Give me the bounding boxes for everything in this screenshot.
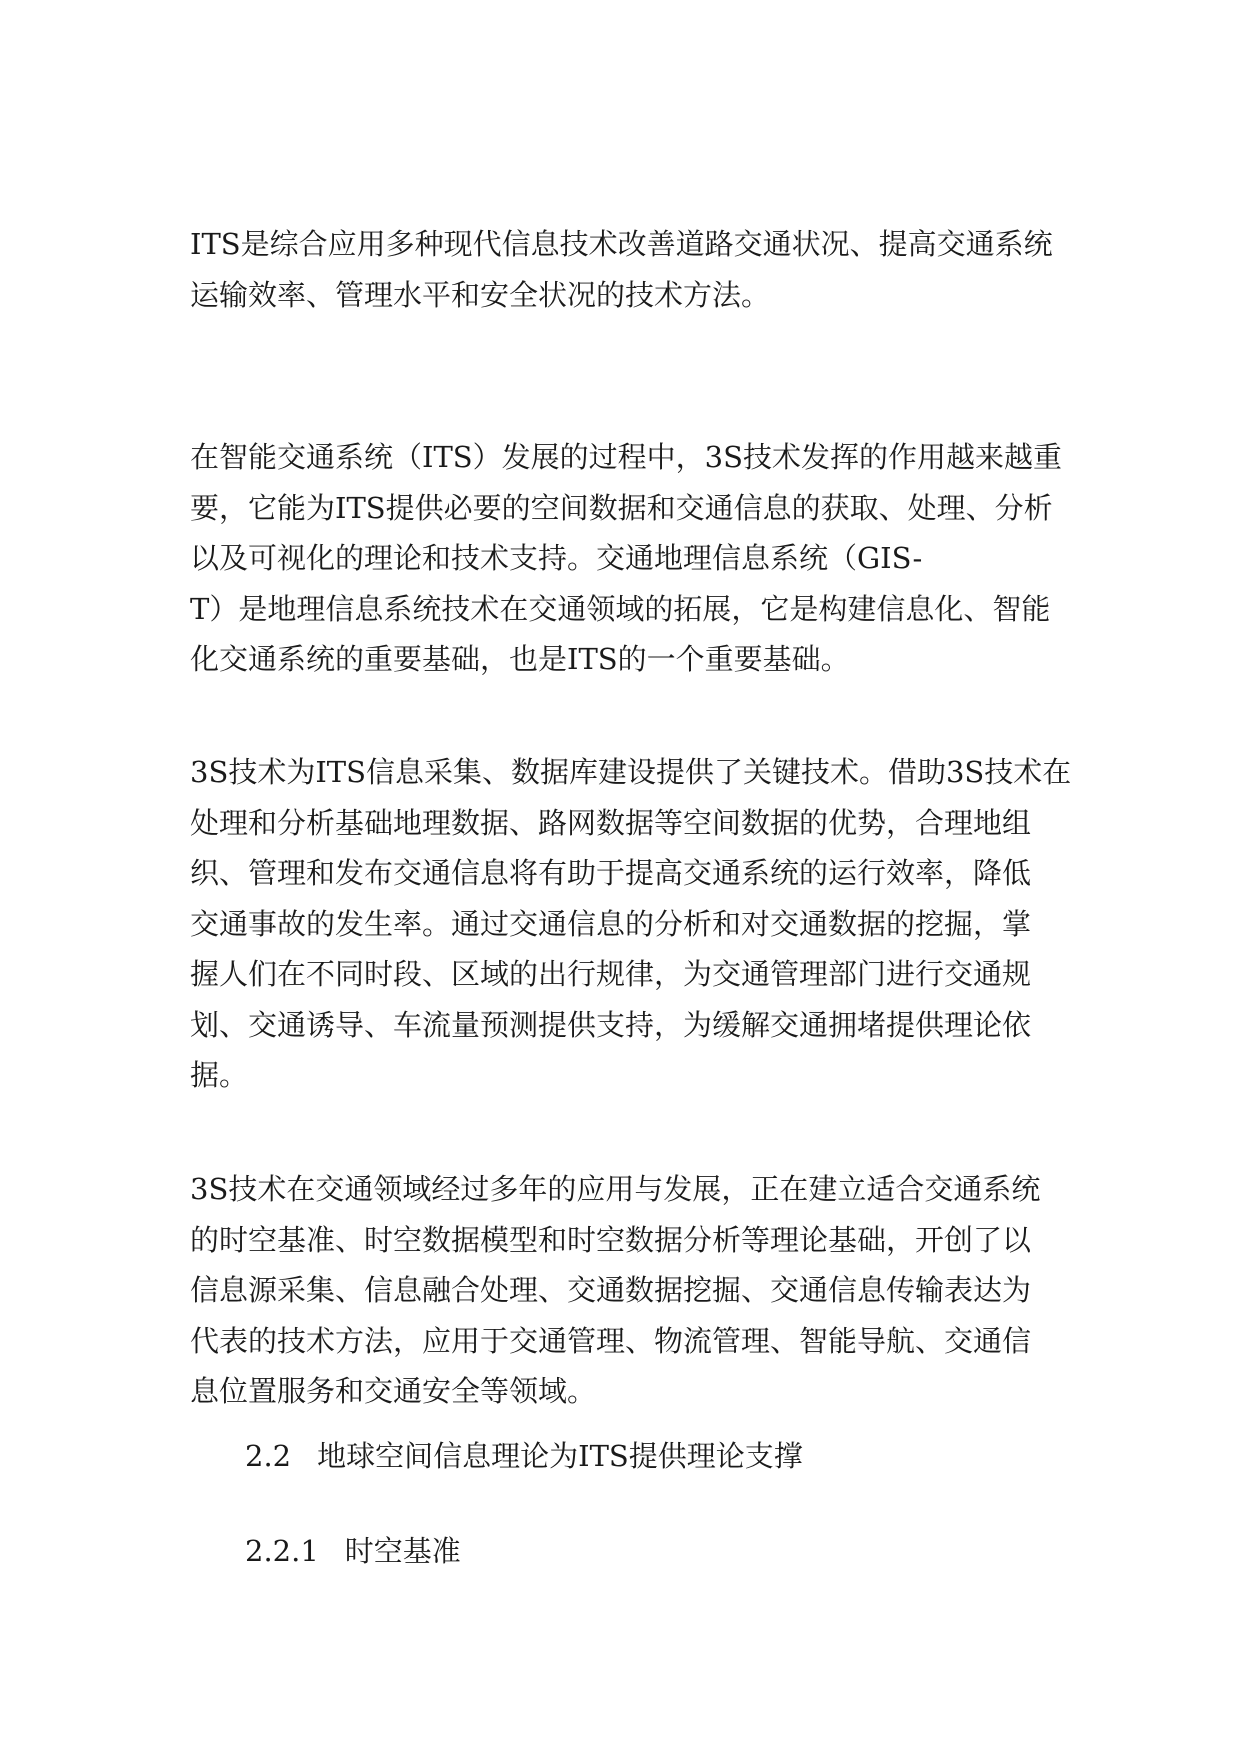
paragraph-line: 划、交通诱导、车流量预测提供支持，为缓解交通拥堵提供理论依 [190,1007,1032,1042]
paragraph-line: 握人们在不同时段、区域的出行规律，为交通管理部门进行交通规 [190,957,1032,991]
paragraph-3s-key-tech [190,747,1072,1101]
section-heading-2-2-1 [245,1531,461,1571]
paragraph-line: 交通事故的发生率。通过交通信息的分析和对交通数据的挖掘，掌 [190,906,1032,941]
section-number: 2.2.1 [245,1534,319,1568]
section-heading-2-2 [245,1436,803,1476]
paragraph-line: 化交通系统的重要基础，也是ITS的一个重要基础。 [190,642,850,676]
paragraph-3s-role [190,432,1060,685]
paragraph-line: 以及可视化的理论和技术支持。交通地理信息系统（GIS- [190,541,923,575]
paragraph-line: 3S技术在交通领域经过多年的应用与发展，正在建立适合交通系统 [190,1172,1041,1206]
paragraph-line: 据。 [190,1058,249,1092]
paragraph-line: 3S技术为ITS信息采集、数据库建设提供了关键技术。借助3S技术在 [190,755,1072,789]
paragraph-line: 在智能交通系统（ITS）发展的过程中，3S技术发挥的作用越来越重 [190,440,1062,474]
paragraph-line: 息位置服务和交通安全等领域。 [190,1374,597,1408]
paragraph-line: 运输效率、管理水平和安全状况的技术方法。 [190,277,771,312]
paragraph-line: T）是地理信息系统技术在交通领域的拓展，它是构建信息化、智能 [190,591,1051,626]
paragraph-line: 信息源采集、信息融合处理、交通数据挖掘、交通信息传输表达为 [190,1273,1032,1307]
paragraph-3s-applications [190,1164,1060,1417]
paragraph-line: 织、管理和发布交通信息将有助于提高交通系统的运行效率，降低 [190,856,1032,890]
section-title: 时空基准 [344,1534,461,1568]
section-title: 地球空间信息理论为ITS提供理论支撑 [317,1439,803,1473]
paragraph-line: 要，它能为ITS提供必要的空间数据和交通信息的获取、处理、分析 [190,490,1053,525]
paragraph-line: 的时空基准、时空数据模型和时空数据分析等理论基础，开创了以 [190,1222,1032,1257]
paragraph-line: ITS是综合应用多种现代信息技术改善道路交通状况、提高交通系统 [190,227,1053,261]
paragraph-line: 代表的技术方法，应用于交通管理、物流管理、智能导航、交通信 [190,1323,1032,1358]
paragraph-line: 处理和分析基础地理数据、路网数据等空间数据的优势，合理地组 [190,805,1032,840]
paragraph-its-definition [190,219,1060,320]
section-number: 2.2 [245,1439,292,1473]
